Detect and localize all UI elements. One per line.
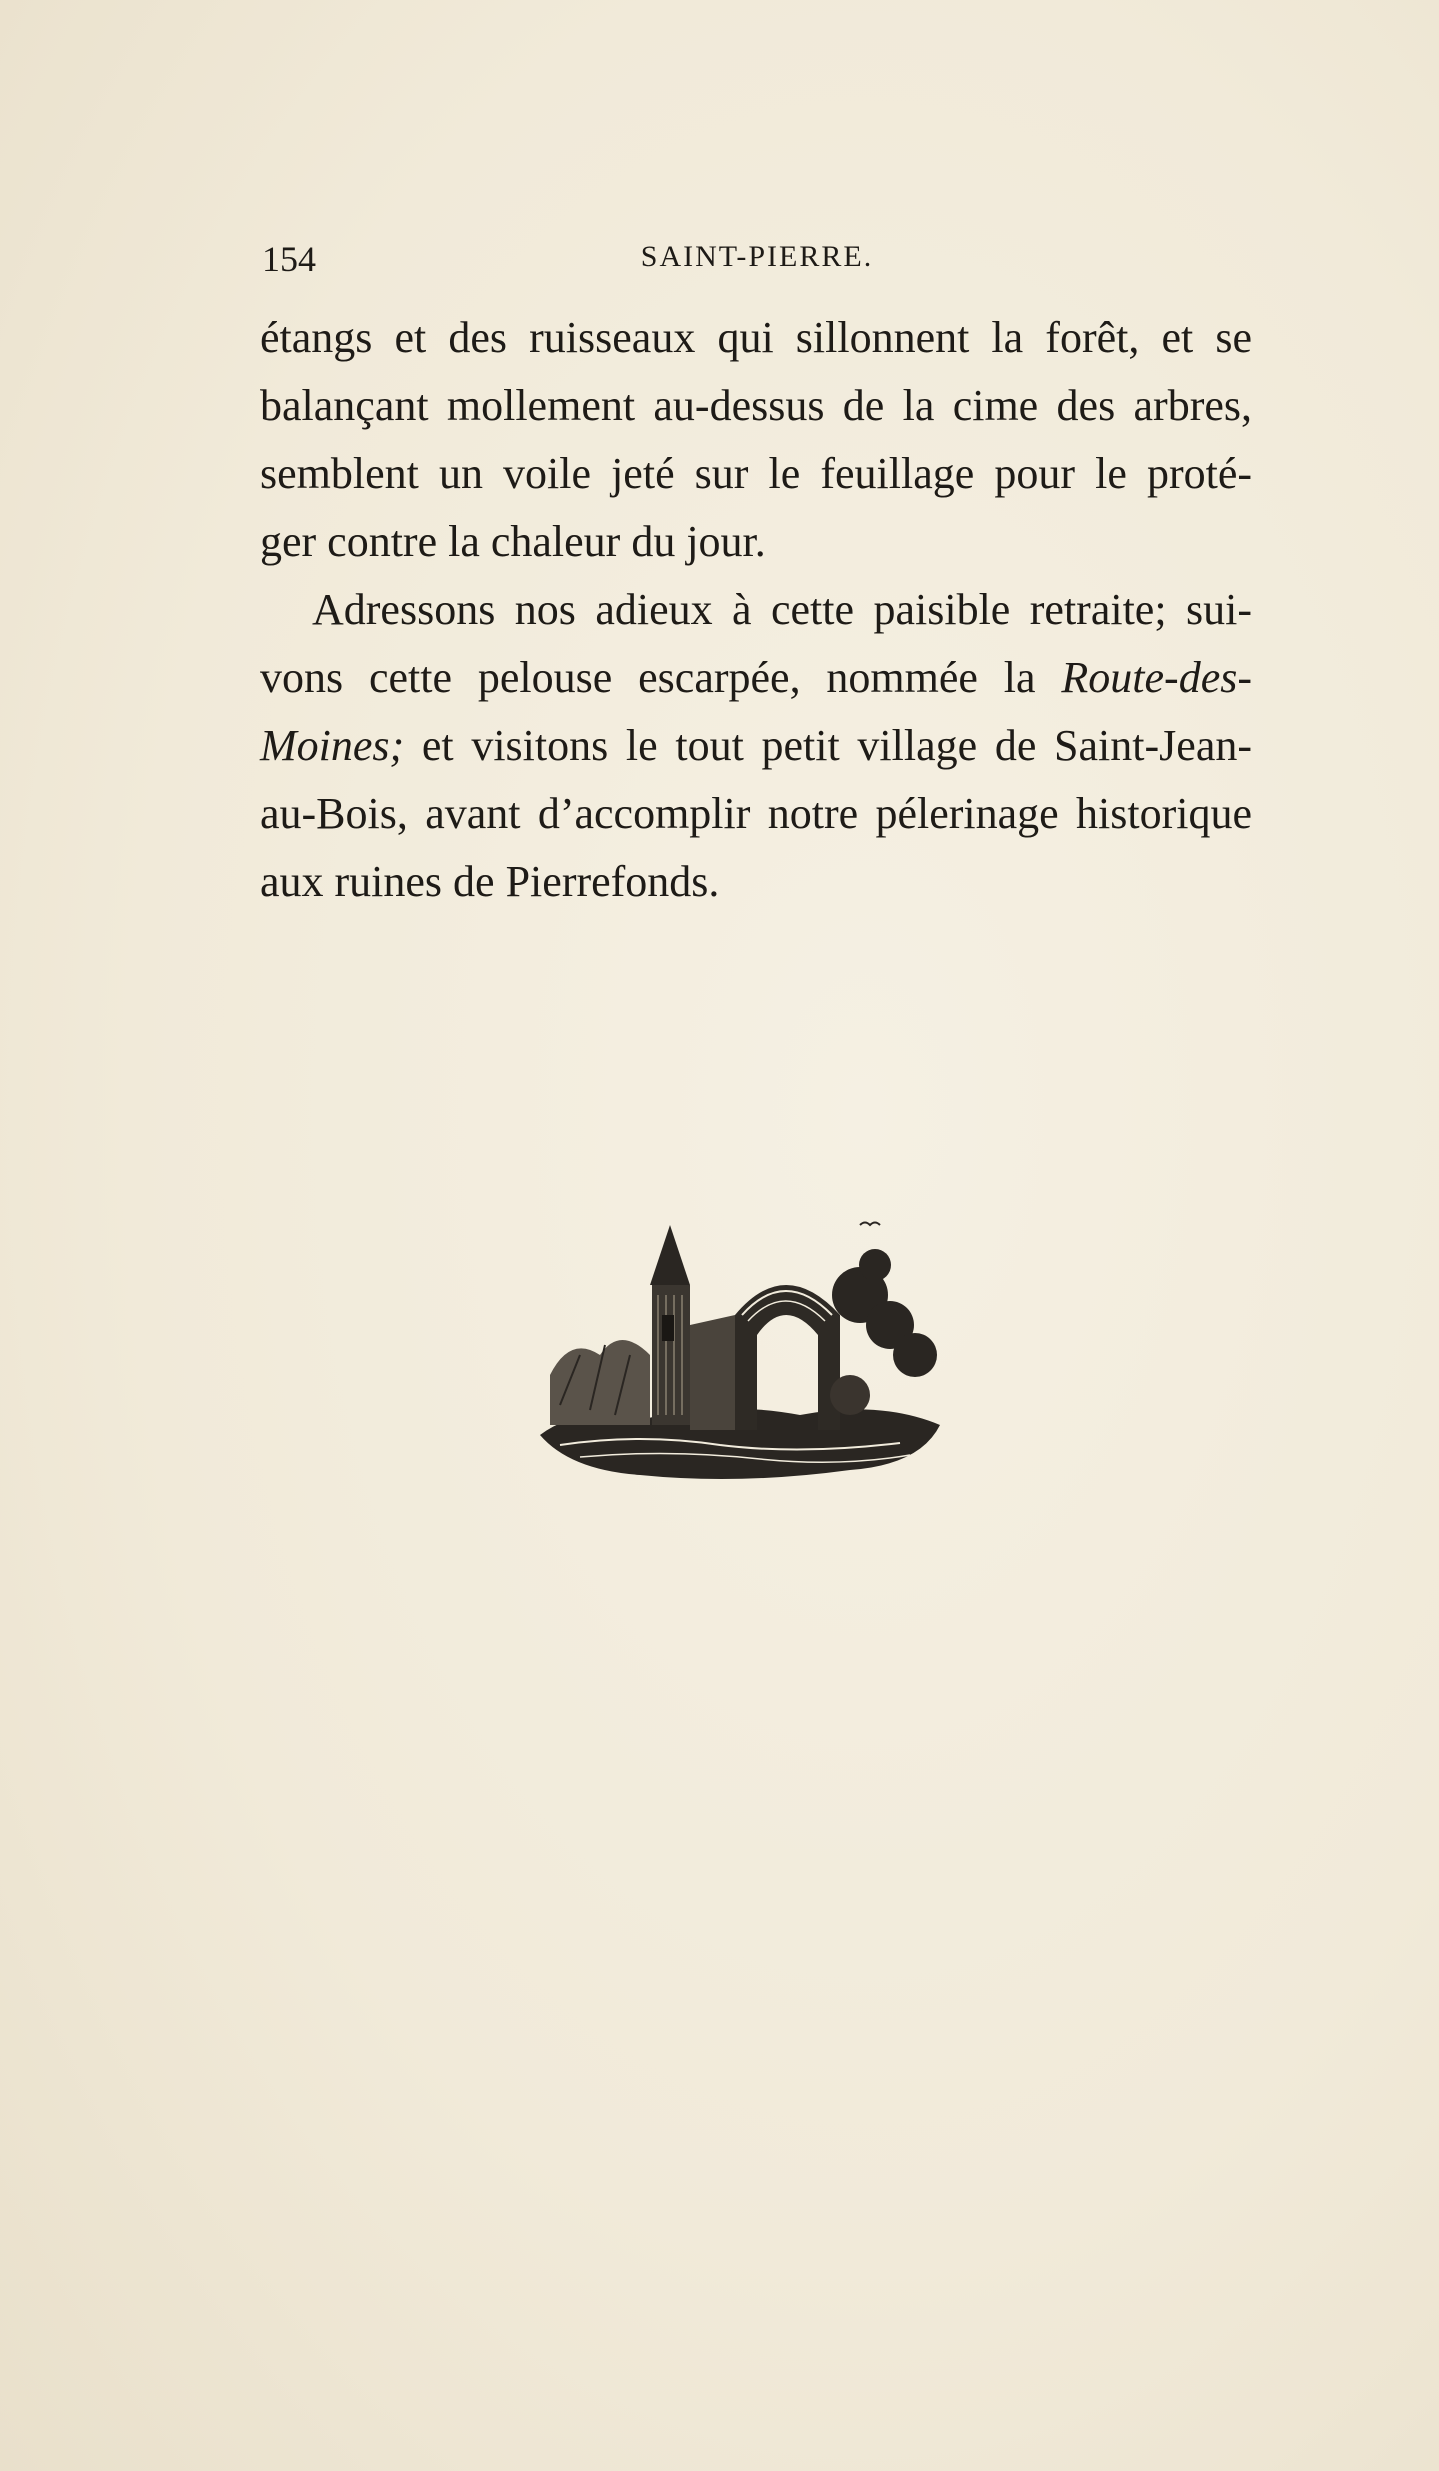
text-line: semblent un voile jeté sur le feuillage pour le proté-	[260, 449, 1252, 498]
text-line: balançant mollement au-dessus de la cime des arbres,	[260, 381, 1252, 430]
italic-text: Route-des-	[1061, 653, 1252, 702]
text-line: Adressons nos adieux à cette paisible retraite; sui-	[312, 585, 1252, 634]
body-text	[260, 304, 1252, 916]
ruined-chapel-engraving-icon	[520, 1205, 960, 1505]
text-line: ger contre la chaleur du jour.	[260, 517, 766, 566]
text-line: au-Bois, avant d’accomplir notre pélerinage historique	[260, 789, 1252, 838]
text-line: étangs et des ruisseaux qui sillonnent la forêt, et se	[260, 313, 1252, 362]
running-title: SAINT-PIERRE.	[640, 240, 874, 273]
page-header	[262, 238, 1252, 278]
italic-text: Moines;	[260, 721, 405, 770]
text-line: aux ruines de Pierrefonds.	[260, 857, 720, 906]
text-segment: vons cette pelouse escarpée, nommée la	[260, 653, 1062, 702]
text-line	[260, 644, 1252, 712]
text-line	[260, 712, 1252, 780]
page-number: 154	[262, 239, 316, 279]
text-segment: et visitons le tout petit village de Saint-Jean-	[404, 721, 1252, 770]
